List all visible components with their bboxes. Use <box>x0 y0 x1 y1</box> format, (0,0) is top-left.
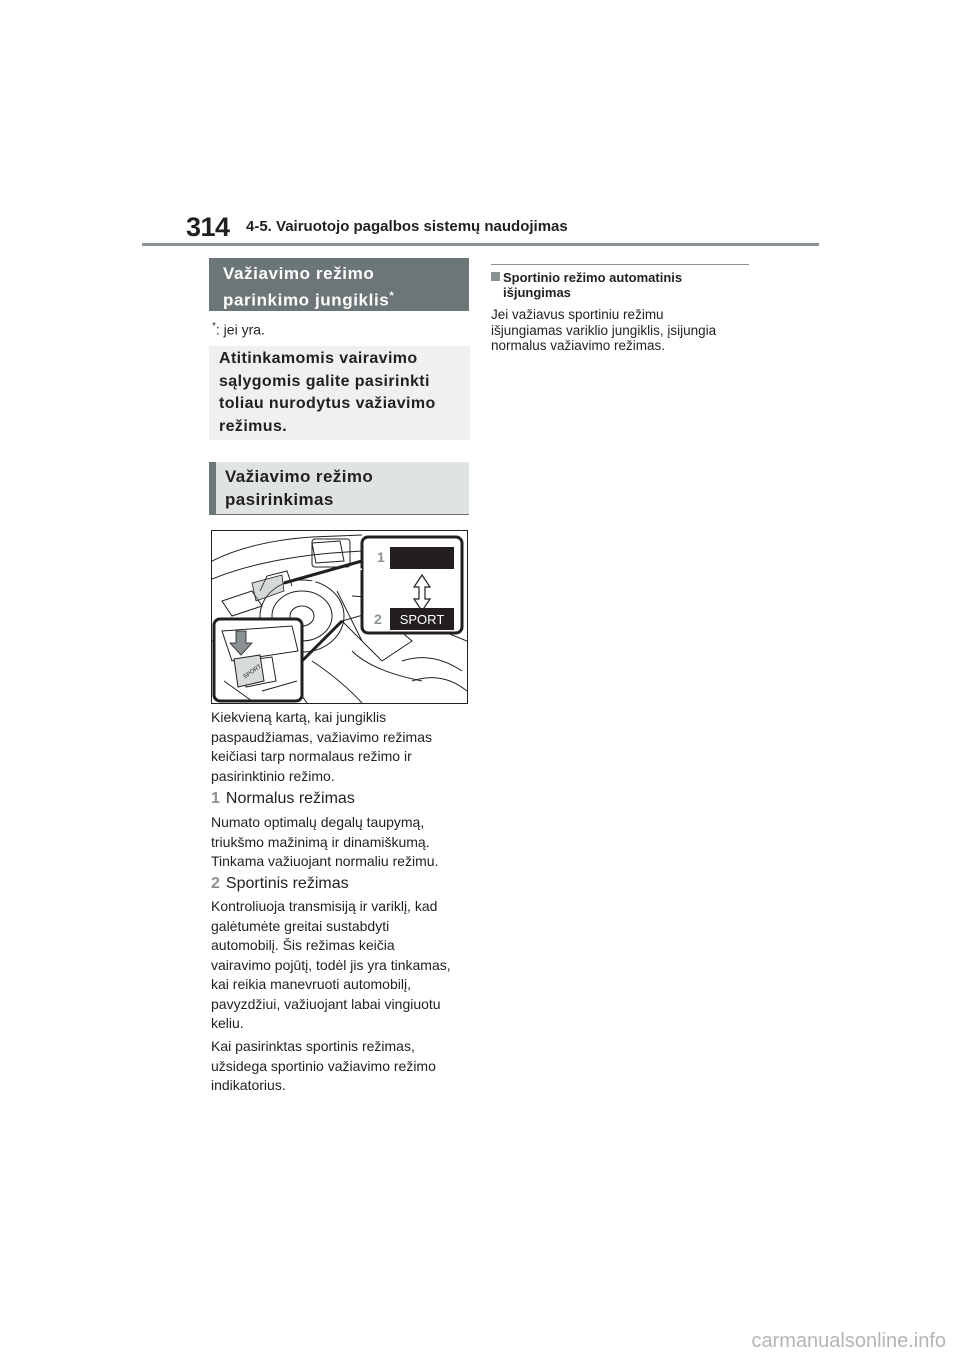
paragraph-sport-mode <box>211 897 471 1034</box>
callout-1: 1 <box>377 549 385 565</box>
text-line: keičiasi tarp normalaus režimo ir <box>211 748 412 764</box>
text-line: Kai pasirinktas sportinis režimas, <box>211 1038 415 1054</box>
sport-switch-label: SPORT <box>242 663 263 681</box>
intro-box <box>209 346 470 440</box>
subsection-title-line1: Važiavimo režimo <box>225 467 374 486</box>
section-heading <box>209 258 469 311</box>
chapter-title: 4-5. Vairuotojo pagalbos sistemų naudojimas <box>246 218 568 235</box>
text-line: pasirinktinio režimo. <box>211 767 335 784</box>
drive-mode-switch-illustration <box>211 530 468 704</box>
text-line: automobilį. Šis režimas keičia <box>211 937 395 953</box>
item-sport-mode <box>211 874 349 894</box>
text-line: vairavimo pojūtį, todėl jis yra tinkamas, <box>211 956 451 973</box>
section-title-line2: parinkimo jungiklis <box>223 290 390 310</box>
text-line: galėtumėte greitai sustabdyti <box>211 917 390 934</box>
text-line: Kiekvieną kartą, kai jungiklis <box>211 709 387 725</box>
text-line: išjungiamas variklio jungiklis, įsijungia <box>491 322 717 338</box>
intro-line: toliau nurodytus važiavimo <box>219 395 436 412</box>
paragraph-normal-mode <box>211 813 471 872</box>
page-number: 314 <box>186 212 230 242</box>
text-line: keliu. <box>211 1015 244 1031</box>
paragraph-sport-indicator <box>211 1037 471 1096</box>
square-bullet-icon <box>491 272 500 281</box>
intro-line: Atitinkamomis vairavimo <box>219 350 418 367</box>
text-line: normalus važiavimo režimas. <box>491 338 666 353</box>
text-line: Kontroliuoja transmisiją ir variklį, kad <box>211 898 438 914</box>
text-line: triukšmo mažinimą ir dinamiškumą. <box>211 833 430 850</box>
section-title-line1: Važiavimo režimo <box>223 264 375 283</box>
item-title: Normalus režimas <box>225 790 355 807</box>
text-line: indikatorius. <box>211 1077 286 1093</box>
intro-line: režimus. <box>219 417 288 435</box>
text-line: kai reikia manevruoti automobilį, <box>211 976 411 992</box>
section-title-marker: * <box>389 290 395 302</box>
item-number: 2 <box>211 875 220 892</box>
subsection-heading <box>209 462 469 515</box>
item-title: Sportinis režimas <box>225 875 349 892</box>
footnote <box>212 321 265 338</box>
heading-line: išjungimas <box>503 285 571 300</box>
text-line: užsidega sportinio važiavimo režimo <box>211 1057 436 1074</box>
sport-button-label: SPORT <box>399 612 445 627</box>
intro-line: sąlygomis galite pasirinkti <box>219 372 430 390</box>
subsection-title-line2: pasirinkimas <box>225 490 334 509</box>
item-number: 1 <box>211 790 220 807</box>
text-line: Numato optimalų degalų taupymą, <box>211 814 425 830</box>
watermark: carmanualsonline.info <box>751 1330 946 1352</box>
auto-cancel-heading <box>491 270 749 300</box>
heading-line: Sportinio režimo automatinis <box>503 270 683 285</box>
item-normal-mode <box>211 789 355 809</box>
text-line: paspaudžiamas, važiavimo režimas <box>211 728 432 745</box>
right-column-divider <box>491 264 749 265</box>
paragraph-switch-description <box>211 708 471 786</box>
text-line: Jei važiavus sportiniu režimu <box>491 307 664 322</box>
dashboard-drawing <box>212 531 467 703</box>
auto-cancel-paragraph <box>491 307 749 354</box>
footnote-text: : jei yra. <box>215 321 265 338</box>
text-line: Tinkama važiuojant normaliu režimu. <box>211 853 439 869</box>
text-line: pavyzdžiui, važiuojant labai vingiuotu <box>211 995 441 1012</box>
footnote-marker: * <box>212 321 216 332</box>
callout-2: 2 <box>374 611 382 627</box>
header-divider <box>142 243 819 246</box>
